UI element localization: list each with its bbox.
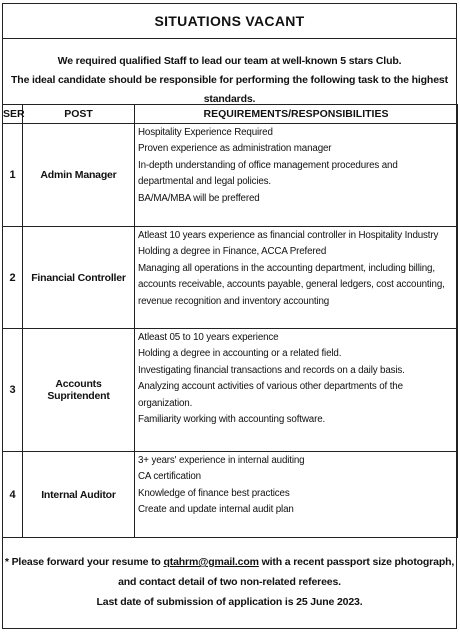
row-post: Accounts Supritendent xyxy=(23,329,135,452)
requirement-line: Holding a degree in accounting or a related field. xyxy=(138,348,342,360)
row-requirements xyxy=(135,329,458,452)
intro-text xyxy=(2,52,457,109)
requirement-line: Hospitality Experience Required xyxy=(138,127,273,138)
requirement-line: organization. xyxy=(138,397,193,409)
email-link[interactable]: qtahrm@gmail.com xyxy=(163,556,259,568)
requirement-line: CA certification xyxy=(138,471,201,483)
footer-line-1-start: * Please forward your resume to xyxy=(4,556,164,568)
row-post: Admin Manager xyxy=(23,124,135,227)
header-requirements: REQUIREMENTS/RESPONSIBILITIES xyxy=(135,105,458,124)
row-ser: 4 xyxy=(3,452,23,538)
table-row xyxy=(3,227,458,329)
requirement-line: Proven experience as administration manager xyxy=(138,143,332,155)
footer-line-3: Last date of submission of application is 25 June 2023. xyxy=(96,596,363,608)
header-ser: SER xyxy=(3,105,23,124)
application-instructions xyxy=(2,552,457,612)
requirement-line: Holding a degree in Finance, ACCA Prefered xyxy=(138,246,327,258)
requirement-line: accounts receivable, accounts payable, general ledgers, cost accounting, xyxy=(138,279,445,291)
row-requirements xyxy=(135,227,458,329)
table-row xyxy=(3,124,458,227)
row-ser: 1 xyxy=(3,124,23,227)
row-requirements xyxy=(135,124,458,227)
footer-line-1 xyxy=(2,552,457,572)
ad-title: SITUATIONS VACANT xyxy=(2,3,457,39)
footer-line-1-end: with a recent passport size photograph, xyxy=(258,556,455,568)
requirement-line: 3+ years' experience in internal auditing xyxy=(138,455,305,466)
requirement-line: Familiarity working with accounting software. xyxy=(138,414,326,426)
requirement-line: Knowledge of finance best practices xyxy=(138,487,290,499)
row-post: Internal Auditor xyxy=(23,452,135,538)
table-row xyxy=(3,452,458,538)
requirement-line: revenue recognition and inventory accounting xyxy=(138,295,330,307)
requirement-line: Investigating financial transactions and records on a daily basis. xyxy=(138,364,405,376)
intro-line-1: We required qualified Staff to lead our team at well-known 5 stars Club. xyxy=(57,55,402,67)
requirement-line: Analyzing account activities of various other departments of the xyxy=(138,381,403,393)
requirement-line: In-depth understanding of office management procedures and xyxy=(138,159,398,171)
intro-line-2: The ideal candidate should be responsible for performing the following task to the highest standards. xyxy=(11,74,448,105)
requirement-line: departmental and legal policies. xyxy=(138,176,271,188)
row-ser: 3 xyxy=(3,329,23,452)
row-requirements xyxy=(135,452,458,538)
row-ser: 2 xyxy=(3,227,23,329)
requirement-line: Atleast 05 to 10 years experience xyxy=(138,332,279,343)
table-row xyxy=(3,329,458,452)
requirement-line: Create and update internal audit plan xyxy=(138,504,294,516)
footer-line-2: and contact detail of two non-related referees. xyxy=(118,576,341,588)
table-header-row xyxy=(3,105,458,124)
vacancies-table xyxy=(2,104,458,538)
header-post: POST xyxy=(23,105,135,124)
requirement-line: Atleast 10 years experience as financial controller in Hospitality Industry xyxy=(138,230,439,241)
requirement-line: BA/MA/MBA will be preffered xyxy=(138,192,260,204)
requirement-line: Managing all operations in the accounting department, including billing, xyxy=(138,262,435,274)
row-post: Financial Controller xyxy=(23,227,135,329)
